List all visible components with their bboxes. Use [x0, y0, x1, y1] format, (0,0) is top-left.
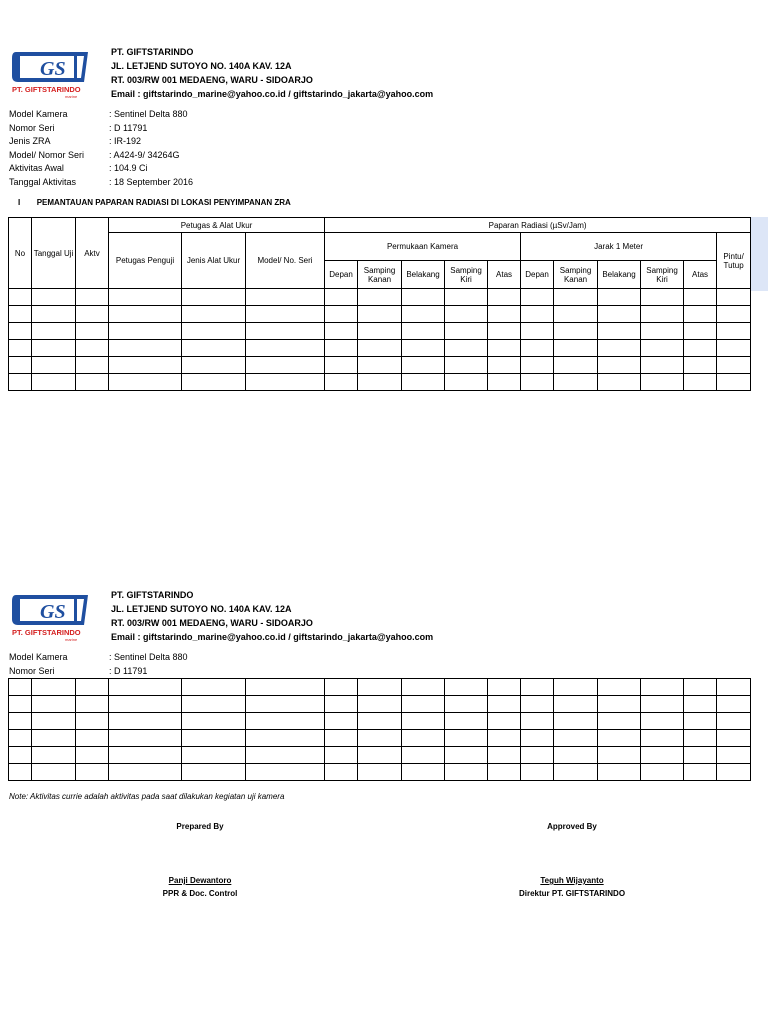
table-cell: [76, 357, 109, 374]
header-belakang: Belakang: [598, 261, 641, 289]
table-cell: [109, 679, 182, 696]
header-aktv: Aktv: [76, 218, 109, 289]
header-samping-kanan: Samping Kanan: [554, 261, 598, 289]
table-row: [9, 357, 751, 374]
table-cell: [109, 730, 182, 747]
table-cell: [109, 764, 182, 781]
prepared-by-role: PPR & Doc. Control: [162, 889, 238, 898]
table-cell: [598, 289, 641, 306]
table-cell: [717, 764, 751, 781]
table-cell: [32, 679, 76, 696]
table-cell: [488, 289, 521, 306]
table-cell: [32, 764, 76, 781]
table-cell: [109, 374, 182, 391]
table-cell: [402, 747, 445, 764]
table-cell: [182, 747, 246, 764]
table-cell: [717, 730, 751, 747]
table-cell: [246, 289, 325, 306]
company-header: [111, 45, 433, 101]
table-cell: [9, 713, 32, 730]
table-cell: [32, 306, 76, 323]
info-value: : D 11791: [109, 122, 148, 133]
table-cell: [684, 696, 717, 713]
table-cell: [32, 696, 76, 713]
table-cell: [641, 696, 684, 713]
info-row: [9, 122, 309, 136]
table-cell: [598, 340, 641, 357]
company-header: [111, 588, 433, 644]
table-cell: [488, 357, 521, 374]
table-cell: [521, 679, 554, 696]
table-cell: [358, 730, 402, 747]
table-cell: [641, 323, 684, 340]
table-cell: [717, 289, 751, 306]
table-cell: [554, 713, 598, 730]
table-cell: [325, 374, 358, 391]
info-value: : Sentinel Delta 880: [109, 109, 188, 119]
info-value: : A424-9/ 34264G: [109, 149, 180, 160]
table-cell: [488, 340, 521, 357]
header-depan: Depan: [325, 261, 358, 289]
section-title: PEMANTAUAN PAPARAN RADIASI DI LOKASI PENYIMPANAN ZRA: [36, 198, 291, 207]
header-atas: Atas: [488, 261, 521, 289]
radiation-table: [8, 217, 751, 391]
table-cell: [182, 323, 246, 340]
table-row: [9, 679, 751, 696]
table-cell: [684, 764, 717, 781]
info-value: : IR-192: [109, 136, 142, 147]
table-cell: [358, 306, 402, 323]
table-cell: [9, 340, 32, 357]
table-cell: [246, 679, 325, 696]
table-row: [9, 730, 751, 747]
table-cell: [9, 730, 32, 747]
header-jenis-alat: Jenis Alat Ukur: [182, 233, 246, 289]
table-cell: [641, 306, 684, 323]
table-cell: [554, 764, 598, 781]
header-model-seri: Model/ No. Seri: [246, 233, 325, 289]
table-cell: [32, 323, 76, 340]
table-cell: [246, 340, 325, 357]
table-cell: [182, 713, 246, 730]
info-value: : D 11791: [109, 665, 148, 676]
table-cell: [182, 679, 246, 696]
table-cell: [402, 730, 445, 747]
table-row: [9, 323, 751, 340]
table-cell: [358, 679, 402, 696]
table-cell: [521, 730, 554, 747]
table-cell: [521, 323, 554, 340]
table-row: [9, 374, 751, 391]
table-cell: [9, 289, 32, 306]
table-cell: [109, 323, 182, 340]
table-row: [9, 289, 751, 306]
table-cell: [598, 747, 641, 764]
table-cell: [402, 374, 445, 391]
logo-graphic: [10, 48, 92, 84]
table-cell: [76, 730, 109, 747]
table-cell: [32, 340, 76, 357]
table-cell: [182, 730, 246, 747]
table-cell: [109, 696, 182, 713]
table-cell: [488, 679, 521, 696]
section-number: I: [18, 198, 21, 207]
table-cell: [402, 764, 445, 781]
table-cell: [32, 747, 76, 764]
table-cell: [521, 747, 554, 764]
table-cell: [9, 374, 32, 391]
table-cell: [521, 696, 554, 713]
table-cell: [684, 730, 717, 747]
table-cell: [598, 374, 641, 391]
table-cell: [488, 306, 521, 323]
table-cell: [358, 764, 402, 781]
table-cell: [445, 747, 488, 764]
table-cell: [554, 747, 598, 764]
table-cell: [554, 306, 598, 323]
table-cell: [358, 747, 402, 764]
prepared-by-name: Panji Dewantoro: [168, 876, 232, 885]
table-cell: [109, 747, 182, 764]
side-highlight: [750, 217, 768, 291]
table-cell: [641, 357, 684, 374]
table-cell: [358, 374, 402, 391]
table-cell: [109, 713, 182, 730]
logo-sub: marine: [65, 94, 78, 99]
table-cell: [445, 713, 488, 730]
table-body: [9, 289, 751, 391]
table-cell: [325, 730, 358, 747]
table-cell: [488, 696, 521, 713]
table-cell: [325, 340, 358, 357]
approved-by-label: Approved By: [547, 822, 597, 831]
table-cell: [246, 730, 325, 747]
camera-info: [9, 108, 309, 190]
table-cell: [598, 696, 641, 713]
info-label: Model/ Nomor Seri: [9, 149, 85, 160]
table-cell: [246, 306, 325, 323]
header-tanggal: Tanggal Uji: [32, 218, 76, 289]
company-address-2: RT. 003/RW 001 MEDAENG, WARU - SIDOARJO: [111, 618, 313, 628]
table-cell: [76, 289, 109, 306]
table-cell: [598, 357, 641, 374]
table-cell: [32, 713, 76, 730]
table-cell: [246, 323, 325, 340]
table-cell: [554, 357, 598, 374]
section-heading: [18, 198, 291, 207]
table-cell: [32, 289, 76, 306]
info-label: Aktivitas Awal: [9, 163, 64, 174]
table-cell: [76, 679, 109, 696]
table-cell: [445, 340, 488, 357]
table-cell: [598, 323, 641, 340]
table-cell: [717, 374, 751, 391]
table-cell: [554, 289, 598, 306]
table-cell: [109, 306, 182, 323]
table-cell: [76, 374, 109, 391]
header-petugas-penguji: Petugas Penguji: [109, 233, 182, 289]
table-cell: [598, 730, 641, 747]
table-cell: [325, 323, 358, 340]
info-row: [9, 651, 309, 665]
table-cell: [358, 713, 402, 730]
table-cell: [9, 747, 32, 764]
table-cell: [445, 730, 488, 747]
info-value: : 18 September 2016: [109, 176, 194, 187]
table-cell: [488, 747, 521, 764]
table-cell: [182, 374, 246, 391]
company-address-1: JL. LETJEND SUTOYO NO. 140A KAV. 12A: [111, 61, 292, 71]
table-cell: [246, 713, 325, 730]
info-row: [9, 176, 309, 190]
table-cell: [445, 696, 488, 713]
table-cell: [684, 713, 717, 730]
table-cell: [325, 696, 358, 713]
camera-info: [9, 651, 309, 678]
table-cell: [9, 696, 32, 713]
table-cell: [325, 306, 358, 323]
table-cell: [684, 374, 717, 391]
logo-text: GS: [40, 601, 66, 623]
table-cell: [76, 306, 109, 323]
table-cell: [9, 306, 32, 323]
table-cell: [445, 306, 488, 323]
table-cell: [488, 374, 521, 391]
table-cell: [445, 323, 488, 340]
header-samping-kiri: Samping Kiri: [641, 261, 684, 289]
logo-sub: marine: [65, 637, 78, 642]
table-cell: [325, 713, 358, 730]
table-cell: [402, 696, 445, 713]
table-cell: [598, 713, 641, 730]
table-cell: [9, 764, 32, 781]
info-row: [9, 162, 309, 176]
header-paparan-group: Paparan Radiasi (µSv/Jam): [325, 218, 751, 233]
table-cell: [521, 340, 554, 357]
company-email: Email : giftstarindo_marine@yahoo.co.id / giftstarindo_jakarta@yahoo.com: [111, 632, 434, 642]
table-cell: [76, 340, 109, 357]
table-cell: [717, 357, 751, 374]
table-row: [9, 340, 751, 357]
table-cell: [684, 289, 717, 306]
logo-graphic: [10, 591, 92, 627]
table-cell: [358, 357, 402, 374]
table-cell: [246, 764, 325, 781]
table-cell: [521, 357, 554, 374]
header-permukaan: Permukaan Kamera: [325, 233, 521, 261]
table-cell: [182, 696, 246, 713]
table-cell: [521, 289, 554, 306]
table-cell: [109, 340, 182, 357]
table-cell: [182, 764, 246, 781]
info-row: [9, 108, 309, 122]
info-value: : Sentinel Delta 880: [109, 652, 188, 662]
header-pintu: Pintu/ Tutup: [717, 233, 751, 289]
header-depan: Depan: [521, 261, 554, 289]
table-cell: [717, 340, 751, 357]
info-label: Nomor Seri: [9, 665, 55, 676]
table-cell: [325, 747, 358, 764]
info-label: Tanggal Aktivitas: [9, 176, 77, 187]
table-cell: [684, 679, 717, 696]
table-cell: [521, 374, 554, 391]
table-cell: [488, 713, 521, 730]
table-cell: [9, 323, 32, 340]
table-cell: [358, 289, 402, 306]
table-cell: [9, 357, 32, 374]
table-cell: [32, 730, 76, 747]
table-cell: [109, 357, 182, 374]
table-cell: [358, 696, 402, 713]
table-cell: [445, 679, 488, 696]
company-address-1: JL. LETJEND SUTOYO NO. 140A KAV. 12A: [111, 604, 292, 614]
table-row: [9, 747, 751, 764]
table-cell: [717, 306, 751, 323]
table-cell: [488, 323, 521, 340]
table-cell: [521, 713, 554, 730]
approved-by-role: Direktur PT. GIFTSTARINDO: [518, 889, 626, 898]
table-cell: [76, 696, 109, 713]
info-row: [9, 665, 309, 679]
table-cell: [402, 357, 445, 374]
table-cell: [684, 357, 717, 374]
table-cell: [598, 306, 641, 323]
table-cell: [521, 764, 554, 781]
table-cell: [402, 289, 445, 306]
table-cell: [717, 323, 751, 340]
table-cell: [325, 289, 358, 306]
table-cell: [246, 374, 325, 391]
table-row: [9, 764, 751, 781]
table-cell: [554, 340, 598, 357]
logo-text: GS: [40, 58, 66, 80]
info-label: Jenis ZRA: [9, 136, 51, 147]
table-cell: [402, 713, 445, 730]
header-samping-kiri: Samping Kiri: [445, 261, 488, 289]
table-body: [9, 679, 751, 781]
table-cell: [445, 764, 488, 781]
table-cell: [109, 289, 182, 306]
table-cell: [488, 764, 521, 781]
logo-caption: PT. GIFTSTARINDO: [12, 85, 81, 94]
table-cell: [684, 323, 717, 340]
table-cell: [598, 679, 641, 696]
company-address-2: RT. 003/RW 001 MEDAENG, WARU - SIDOARJO: [111, 75, 313, 85]
table-cell: [32, 357, 76, 374]
approved-by-name: Teguh Wijayanto: [540, 876, 604, 885]
table-cell: [445, 374, 488, 391]
prepared-by-label: Prepared By: [176, 822, 224, 831]
company-email: Email : giftstarindo_marine@yahoo.co.id / giftstarindo_jakarta@yahoo.com: [111, 89, 434, 99]
table-cell: [684, 340, 717, 357]
table-cell: [358, 323, 402, 340]
company-name: PT. GIFTSTARINDO: [111, 590, 194, 600]
table-cell: [402, 679, 445, 696]
table-cell: [246, 696, 325, 713]
table-cell: [641, 713, 684, 730]
info-label: Model Kamera: [9, 652, 68, 662]
table-cell: [182, 340, 246, 357]
table-cell: [445, 357, 488, 374]
info-label: Model Kamera: [9, 109, 68, 119]
table-cell: [717, 679, 751, 696]
table-cell: [554, 696, 598, 713]
table-cell: [554, 323, 598, 340]
table-cell: [402, 323, 445, 340]
info-value: : 104.9 Ci: [109, 163, 148, 174]
table-cell: [182, 289, 246, 306]
table-cell: [598, 764, 641, 781]
table-cell: [182, 306, 246, 323]
table-cell: [445, 289, 488, 306]
table-row: [9, 696, 751, 713]
table-cell: [521, 306, 554, 323]
header-petugas-group: Petugas & Alat Ukur: [109, 218, 325, 233]
table-cell: [641, 340, 684, 357]
table-cell: [641, 289, 684, 306]
table-cell: [488, 730, 521, 747]
table-cell: [246, 747, 325, 764]
table-cell: [554, 679, 598, 696]
table-cell: [325, 357, 358, 374]
table-cell: [325, 679, 358, 696]
info-row: [9, 149, 309, 163]
table-cell: [76, 713, 109, 730]
table-cell: [246, 357, 325, 374]
table-cell: [32, 374, 76, 391]
table-cell: [554, 374, 598, 391]
info-row: [9, 135, 309, 149]
header-samping-kanan: Samping Kanan: [358, 261, 402, 289]
radiation-table-continued: [8, 678, 751, 781]
table-cell: [76, 323, 109, 340]
table-cell: [76, 764, 109, 781]
company-logo: [10, 48, 92, 99]
header-atas: Atas: [684, 261, 717, 289]
table-cell: [402, 340, 445, 357]
table-cell: [182, 357, 246, 374]
table-cell: [641, 747, 684, 764]
table-row: [9, 713, 751, 730]
table-cell: [325, 764, 358, 781]
table-cell: [717, 713, 751, 730]
company-name: PT. GIFTSTARINDO: [111, 47, 194, 57]
table-cell: [684, 306, 717, 323]
table-cell: [717, 747, 751, 764]
table-cell: [684, 747, 717, 764]
table-cell: [641, 679, 684, 696]
table-cell: [9, 679, 32, 696]
note-text: Note: Aktivitas currie adalah aktivitas pada saat dilakukan kegiatan uji kamera: [9, 792, 285, 801]
info-label: Nomor Seri: [9, 122, 55, 133]
table-cell: [641, 764, 684, 781]
logo-caption: PT. GIFTSTARINDO: [12, 628, 81, 637]
table-cell: [641, 374, 684, 391]
table-row: [9, 306, 751, 323]
header-no: No: [9, 218, 32, 289]
table-cell: [554, 730, 598, 747]
table-cell: [641, 730, 684, 747]
header-jarak: Jarak 1 Meter: [521, 233, 717, 261]
table-cell: [76, 747, 109, 764]
table-cell: [402, 306, 445, 323]
table-cell: [358, 340, 402, 357]
table-cell: [717, 696, 751, 713]
header-belakang: Belakang: [402, 261, 445, 289]
company-logo: [10, 591, 92, 642]
